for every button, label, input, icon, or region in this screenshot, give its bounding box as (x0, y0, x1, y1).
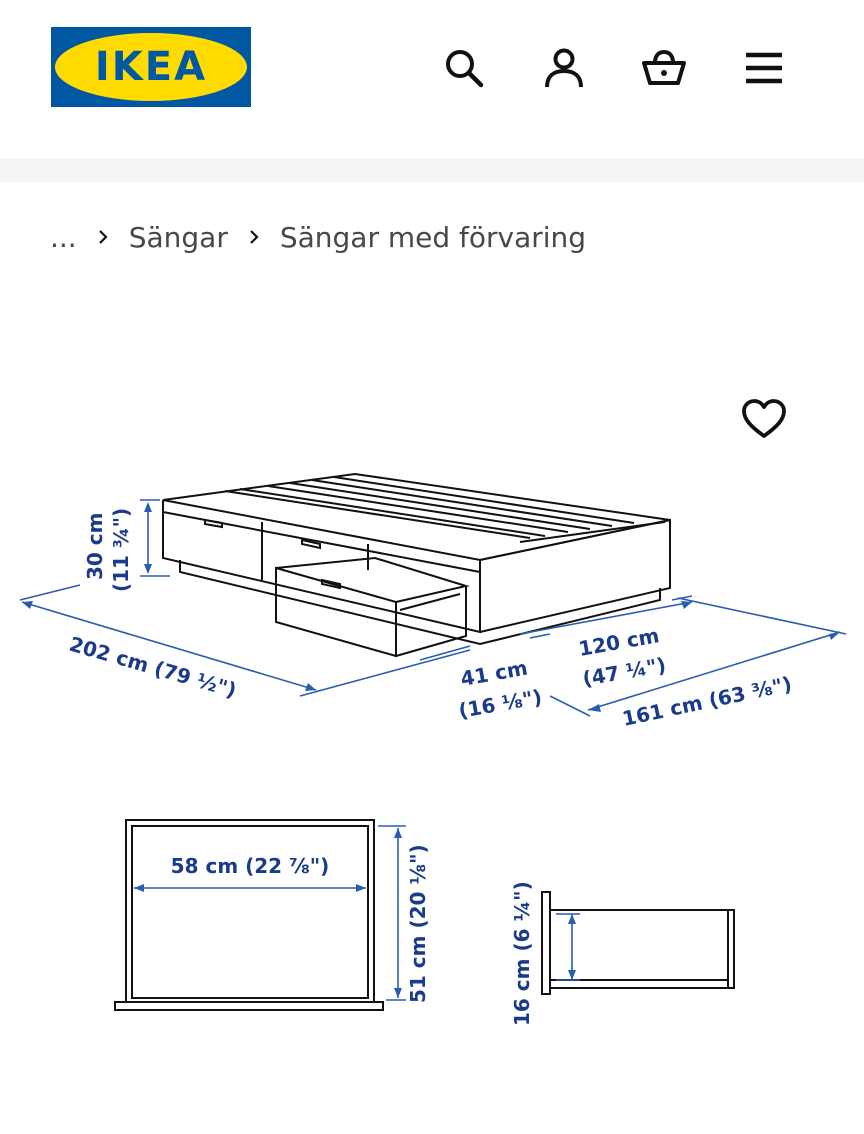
bed-width-dimension (520, 596, 692, 691)
breadcrumb-beds[interactable]: Sängar (128, 220, 228, 254)
search-icon (441, 45, 487, 91)
chevron-right-icon (77, 229, 129, 245)
height-label-inches: (11 ¾") (109, 507, 133, 592)
breadcrumb-ellipsis[interactable]: ... (50, 220, 77, 254)
height-dimension (83, 500, 170, 592)
dimension-drawing (0, 460, 864, 1060)
drawer-side-view (510, 881, 734, 1026)
favorite-button[interactable] (735, 390, 793, 448)
bed-frame-illustration (163, 474, 670, 656)
height-label: 30 cm (83, 512, 107, 580)
bed-width-label-inches: (47 ¼") (580, 652, 668, 691)
drawer-top-view (115, 820, 430, 1010)
account-icon (541, 45, 587, 91)
drawer-depth-label: 41 cm (458, 655, 530, 691)
account-button[interactable] (536, 40, 592, 96)
length-label: 202 cm (79 ½") (66, 631, 240, 703)
heart-icon (740, 395, 788, 443)
total-width-label: 161 cm (63 ⅜") (620, 671, 794, 731)
basket-icon (641, 45, 687, 91)
bed-width-label: 120 cm (576, 623, 662, 661)
breadcrumb-storage-beds[interactable]: Sängar med förvaring (279, 220, 587, 254)
search-button[interactable] (436, 40, 492, 96)
drawer-inner-height-label: 16 cm (6 ¼") (510, 881, 534, 1026)
chevron-right-icon (228, 229, 280, 245)
menu-icon (741, 45, 787, 91)
drawer-inner-depth-label: 51 cm (20 ⅛") (406, 844, 430, 1003)
ikea-logo[interactable] (51, 27, 251, 107)
drawer-depth-dimension (420, 634, 590, 723)
drawer-depth-label-inches: (16 ⅛") (456, 684, 544, 723)
site-header (0, 0, 864, 158)
menu-button[interactable] (736, 40, 792, 96)
breadcrumb (50, 215, 586, 259)
drawer-inner-width-label: 58 cm (22 ⅞") (170, 854, 330, 878)
basket-button[interactable] (636, 40, 692, 96)
logo-text: IKEA (94, 44, 208, 90)
header-divider (0, 158, 864, 182)
length-dimension (20, 585, 470, 702)
